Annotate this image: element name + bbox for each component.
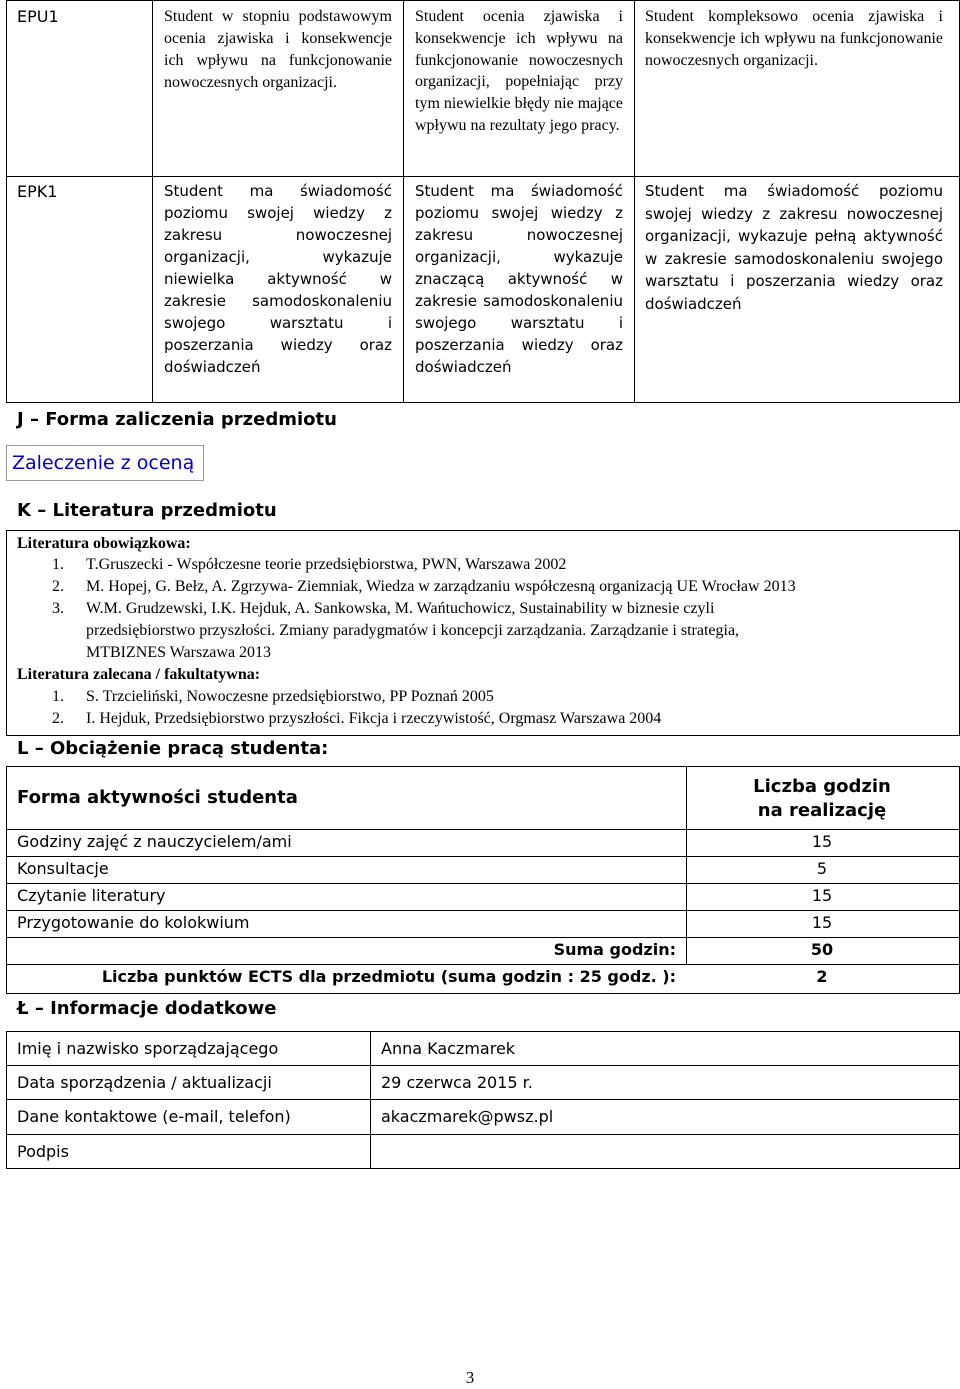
effect-criterion-basic: Student ma świadomość poziomu swojej wiedzy z zakresu nowoczesnej organizacji, wykazuje niewielka aktywność w zakresie samodoskonaleniu swojego warsztatu i poszerzania wiedzy oraz doświadczeń — [164, 182, 392, 376]
effect-criterion-good: Student ocenia zjawiska i konsekwencje ich wpływu na funkcjonowanie nowoczesnych organizacji, popełniając przy tym niewielkie błędy nie mające wpływu na rezultaty jego pracy. — [415, 8, 623, 134]
row-divider — [6, 883, 960, 884]
column-divider — [152, 0, 153, 403]
activity-label: Konsultacje — [17, 859, 109, 878]
list-item: S. Trzcieliński, Nowoczesne przedsiębiorstwo, PP Poznań 2005 — [86, 688, 494, 705]
row-divider — [6, 856, 960, 857]
page-number: 3 — [465, 1368, 475, 1387]
author-name: Anna Kaczmarek — [381, 1039, 516, 1058]
activity-label: Godziny zajęć z nauczycielem/ami — [17, 832, 292, 851]
row-divider — [6, 1134, 960, 1135]
list-item: T.Gruszecki - Współczesne teorie przedsiębiorstwa, PWN, Warszawa 2002 — [86, 556, 567, 573]
row-divider — [6, 1099, 960, 1100]
section-j-heading: J – Forma zaliczenia przedmiotu — [17, 409, 337, 430]
activity-hours: 15 — [811, 886, 833, 905]
activity-hours: 15 — [811, 913, 833, 932]
hours-header-line: na realizację — [757, 800, 887, 821]
list-number: 2. — [52, 710, 64, 727]
row-divider — [6, 829, 960, 830]
effect-criterion-good: Student ma świadomość poziomu swojej wiedzy z zakresu nowoczesnej organizacji, wykazuje znaczącą aktywność w zakresie samodoskonaleniu swojego warsztatu i poszerzania wiedzy oraz doświadczeń — [415, 182, 623, 376]
column-divider — [403, 0, 404, 403]
sum-hours-value: 50 — [810, 940, 834, 959]
optional-literature-title: Literatura zalecana / fakultatywna: — [17, 666, 261, 683]
info-label: Data sporządzenia / aktualizacji — [17, 1073, 272, 1092]
effect-criterion-very-good: Student kompleksowo ocenia zjawiska i konsekwencje ich wpływu na funkcjonowanie nowoczesnych organizacji. — [645, 8, 943, 69]
list-number: 1. — [52, 688, 64, 705]
info-label: Podpis — [17, 1142, 69, 1161]
section-k-heading: K – Literatura przedmiotu — [17, 500, 277, 521]
activity-label: Przygotowanie do kolokwium — [17, 913, 250, 932]
grading-form-value: Zaleczenie z oceną — [12, 452, 195, 474]
effect-code: EPK1 — [17, 182, 58, 201]
activity-label: Czytanie literatury — [17, 886, 166, 905]
grading-form-box — [6, 445, 204, 481]
list-number: 3. — [52, 600, 64, 617]
row-divider — [6, 910, 960, 911]
section-l2-heading: Ł – Informacje dodatkowe — [17, 998, 277, 1019]
list-number: 2. — [52, 578, 64, 595]
column-divider — [634, 0, 635, 403]
effect-criterion-basic: Student w stopniu podstawowym ocenia zjawiska i konsekwencje ich wpływu na funkcjonowanie nowoczesnych organizacji. — [164, 8, 392, 91]
list-item: I. Hejduk, Przedsiębiorstwo przyszłości. Fikcja i rzeczywistość, Orgmasz Warszawa 2004 — [86, 710, 662, 727]
list-item: M. Hopej, G. Bełz, A. Zgrzywa- Ziemniak, Wiedza w zarządzaniu współczesną organizacją UE Wrocław 2013 — [86, 578, 796, 595]
hours-column-header — [687, 775, 957, 823]
list-item-continuation: MTBIZNES Warszawa 2013 — [86, 644, 272, 661]
section-l-heading: L – Obciążenie pracą studenta: — [17, 738, 329, 759]
required-literature-title: Literatura obowiązkowa: — [17, 535, 191, 552]
info-label: Dane kontaktowe (e-mail, telefon) — [17, 1107, 291, 1126]
row-divider — [6, 937, 960, 938]
update-date: 29 czerwca 2015 r. — [381, 1073, 533, 1092]
sum-hours-label: Suma godzin: — [553, 940, 676, 959]
info-label: Imię i nazwisko sporządzającego — [17, 1039, 279, 1058]
contact-email: akaczmarek@pwsz.pl — [381, 1107, 554, 1126]
activity-column-header: Forma aktywności studenta — [17, 787, 298, 808]
row-divider — [6, 1065, 960, 1066]
row-divider — [6, 964, 960, 965]
ects-value: 2 — [816, 967, 828, 986]
ects-label: Liczba punktów ECTS dla przedmiotu (suma godzin : 25 godz. ): — [101, 967, 676, 986]
effect-code: EPU1 — [17, 7, 59, 26]
row-divider — [6, 176, 960, 177]
hours-header-line: Liczba godzin — [753, 776, 891, 797]
list-number: 1. — [52, 556, 64, 573]
effect-criterion-very-good: Student ma świadomość poziomu swojej wiedzy z zakresu nowoczesnej organizacji, wykazuje pełną aktywność w zakresie samodoskonaleniu swojego warsztatu i poszerzania wiedzy oraz doświadczeń — [645, 182, 943, 313]
list-item-continuation: przedsiębiorstwo przyszłości. Zmiany paradygmatów i koncepcji zarządzania. Zarządzanie i strategia, — [86, 622, 740, 639]
column-divider — [370, 1031, 371, 1169]
list-item: W.M. Grudzewski, I.K. Hejduk, A. Sankowska, M. Wańtuchowicz, Sustainability w biznesie czyli — [86, 600, 715, 617]
activity-hours: 15 — [811, 832, 833, 851]
activity-hours: 5 — [816, 859, 828, 878]
